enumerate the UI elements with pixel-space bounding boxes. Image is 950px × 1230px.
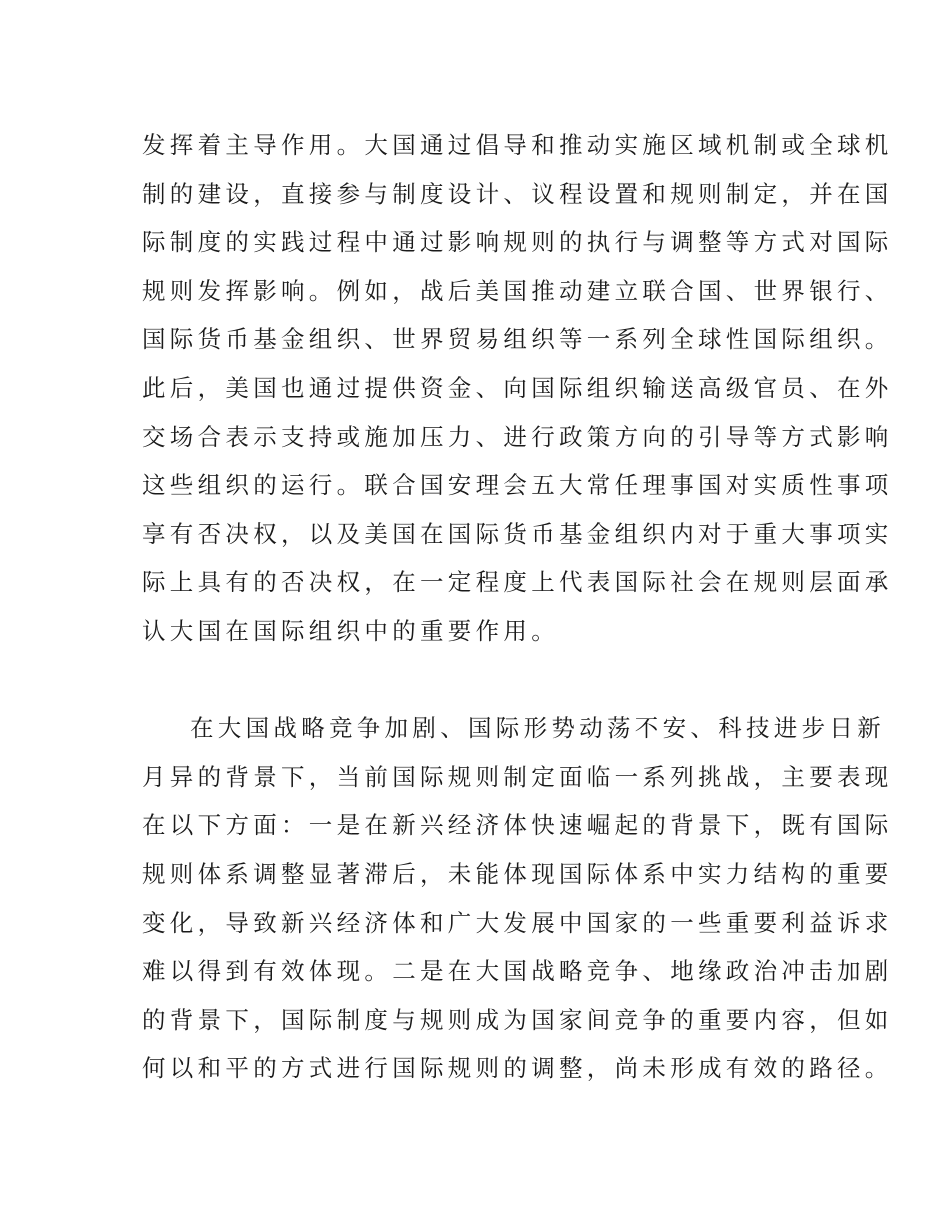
text-line: 交场合表示支持或施加压力、进行政策方向的引导等方式影响 xyxy=(142,422,893,451)
paragraph-2 xyxy=(142,704,893,1093)
text-line: 在以下方面：一是在新兴经济体快速崛起的背景下，既有国际 xyxy=(142,811,893,840)
body-text xyxy=(142,121,893,1093)
paragraph-spacer xyxy=(142,656,812,705)
text-line: 际制度的实践过程中通过影响规则的执行与调整等方式对国际 xyxy=(142,228,893,257)
text-line: 发挥着主导作用。大国通过倡导和推动实施区域机制或全球机 xyxy=(142,131,893,159)
text-line: 享有否决权，以及美国在国际货币基金组织内对于重大事项实 xyxy=(142,519,893,548)
text-line: 规则发挥影响。例如，战后美国推动建立联合国、世界银行、 xyxy=(142,276,893,305)
text-line: 在大国战略竞争加剧、国际形势动荡不安、科技进步日新 xyxy=(190,714,885,743)
text-line: 国际货币基金组织、世界贸易组织等一系列全球性国际组织。 xyxy=(142,325,893,354)
text-line: 难以得到有效体现。二是在大国战略竞争、地缘政治冲击加剧 xyxy=(142,957,893,986)
text-line: 规则体系调整显著滞后，未能体现国际体系中实力结构的重要 xyxy=(142,859,893,888)
text-line: 这些组织的运行。联合国安理会五大常任理事国对实质性事项 xyxy=(142,471,893,500)
text-line: 制的建设，直接参与制度设计、议程设置和规则制定，并在国 xyxy=(142,179,893,208)
paragraph-1 xyxy=(142,121,893,656)
text-line: 此后，美国也通过提供资金、向国际组织输送高级官员、在外 xyxy=(142,373,893,402)
text-line: 际上具有的否决权，在一定程度上代表国际社会在规则层面承 xyxy=(142,568,893,597)
text-line: 的背景下，国际制度与规则成为国家间竞争的重要内容，但如 xyxy=(142,1005,893,1034)
text-line: 变化，导致新兴经济体和广大发展中国家的一些重要利益诉求 xyxy=(142,908,893,937)
text-line: 月异的背景下，当前国际规则制定面临一系列挑战，主要表现 xyxy=(142,762,893,791)
text-line: 认大国在国际组织中的重要作用。 xyxy=(142,616,559,645)
text-line: 何以和平的方式进行国际规则的调整，尚未形成有效的路径。 xyxy=(142,1054,893,1083)
